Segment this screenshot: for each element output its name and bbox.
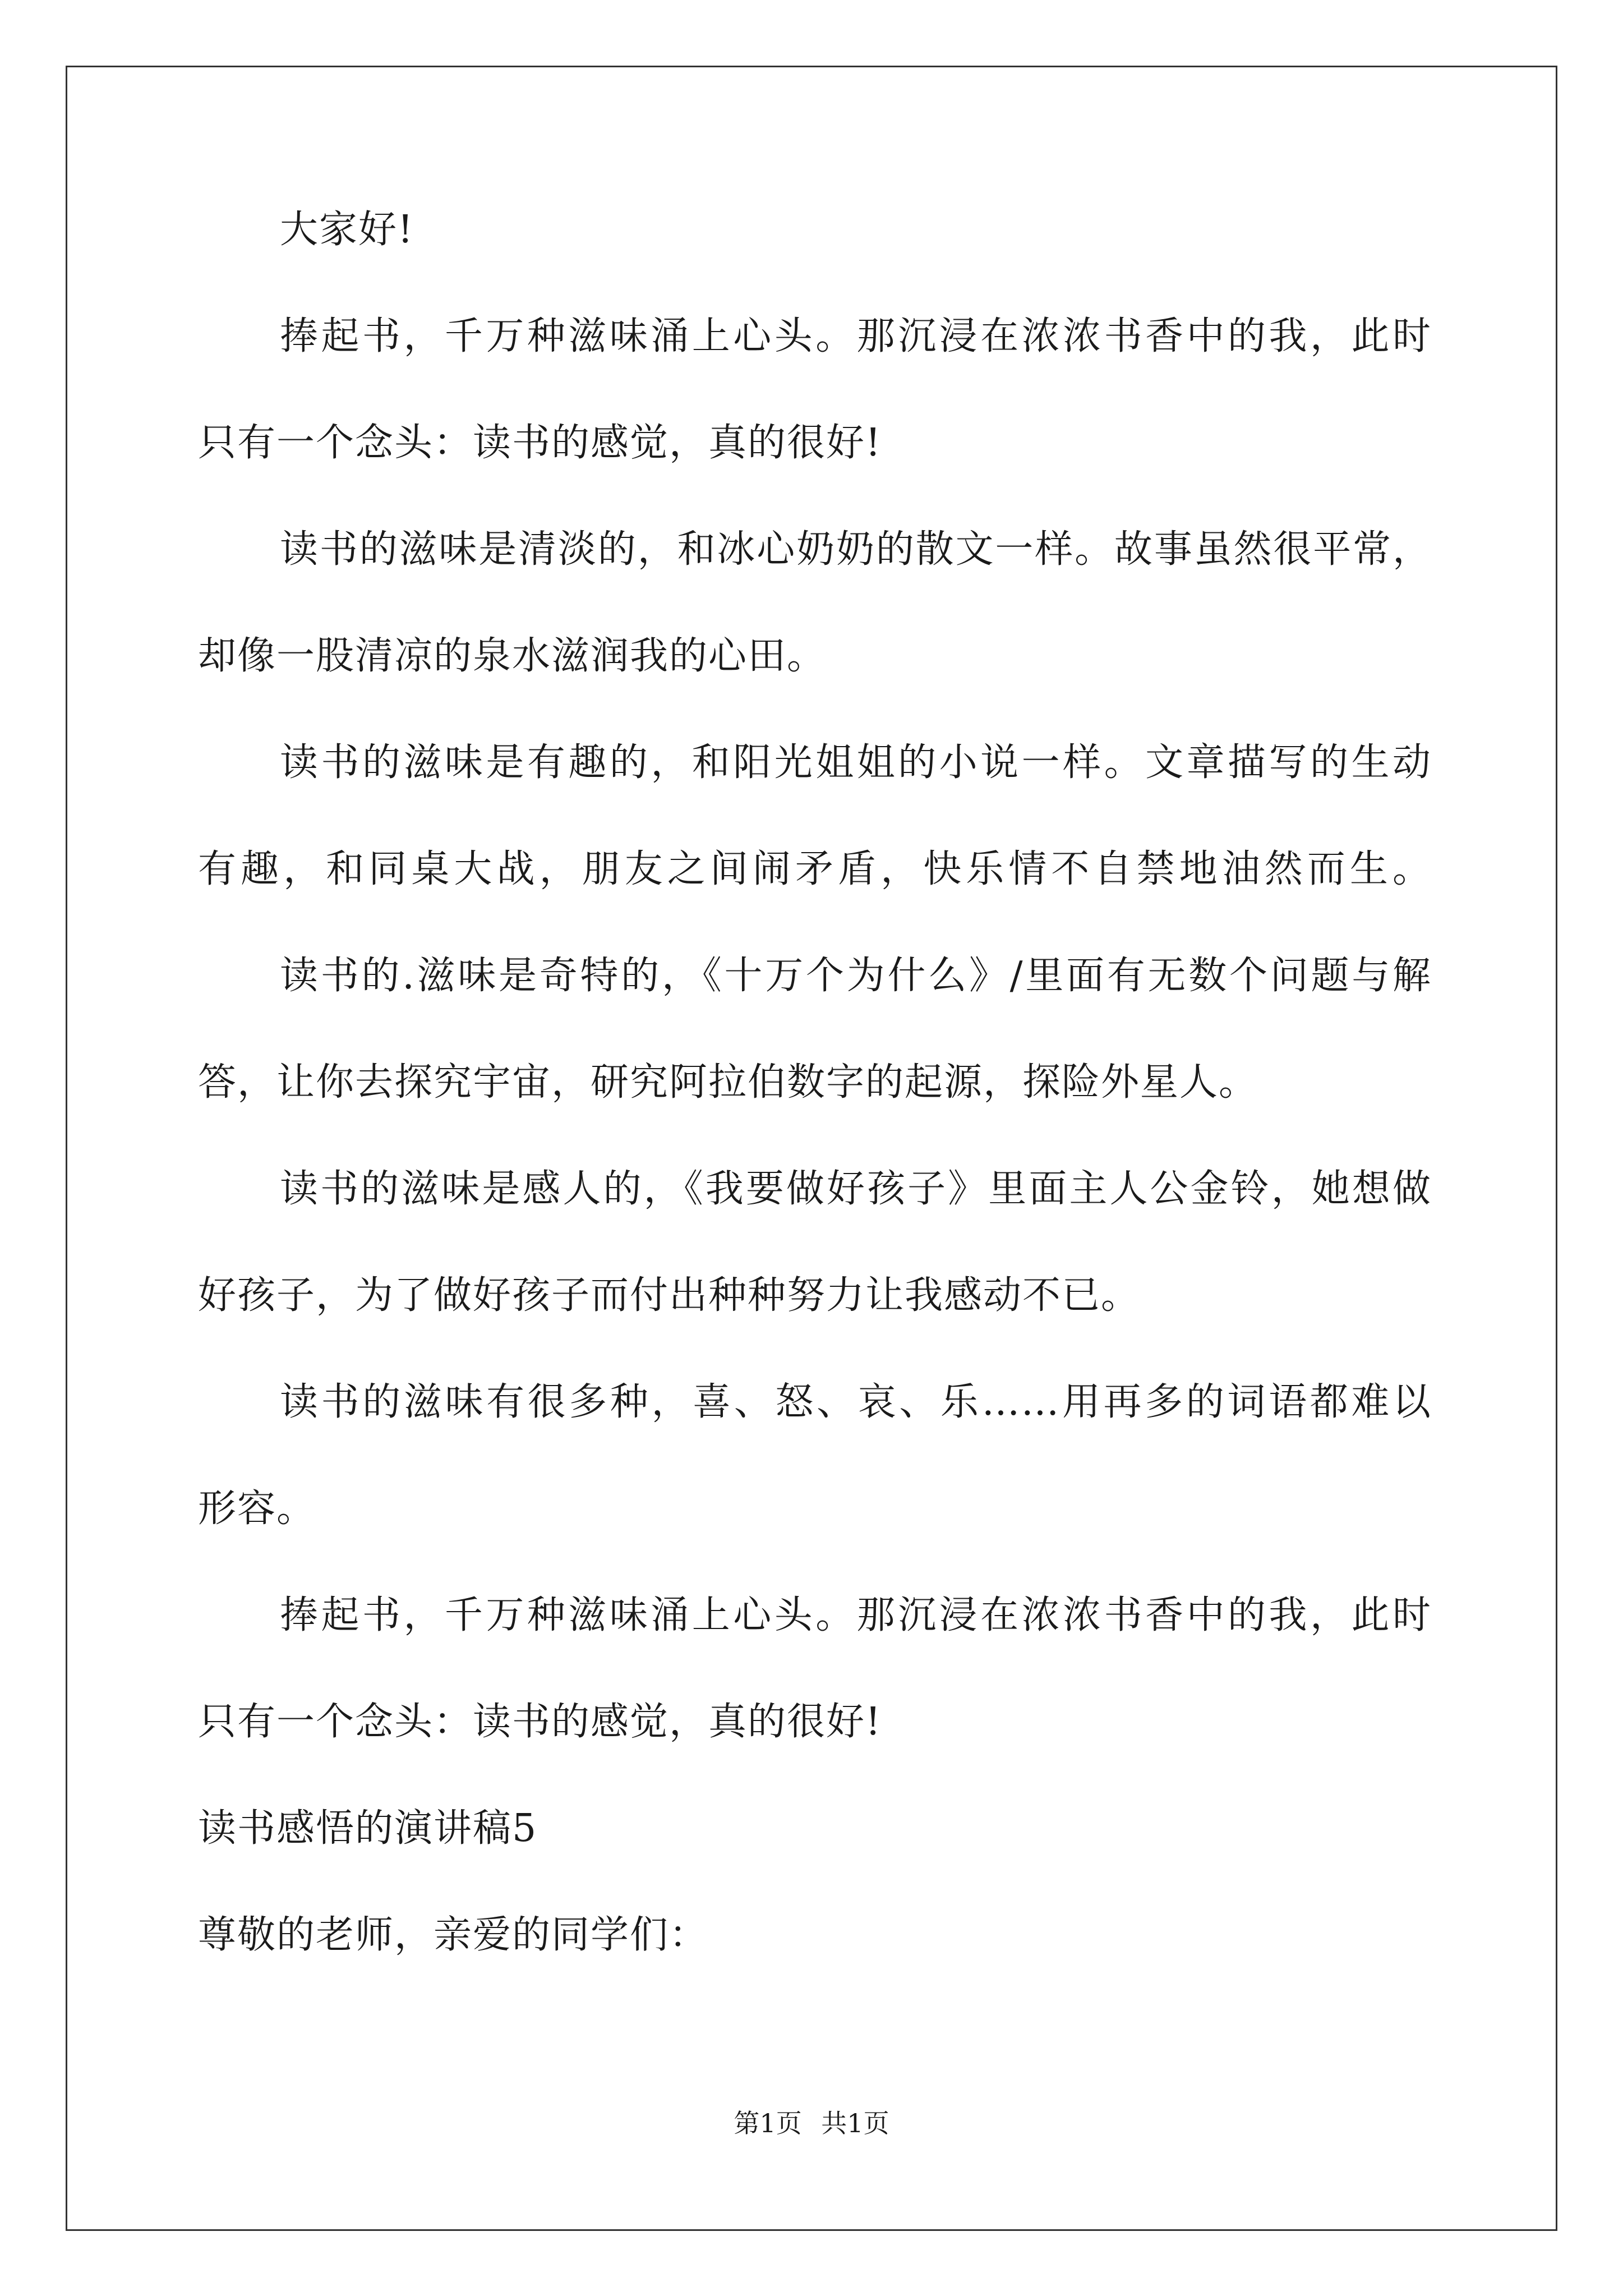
greeting-line: 大家好! — [280, 208, 414, 252]
paragraph-6-line-1: 读书的滋味有很多种，喜、怒、哀、乐……用再多的词语都难以 — [280, 1380, 1432, 1424]
paragraph-3-line-1: 读书的滋味是有趣的，和阳光姐姐的小说一样。文章描写的生动 — [280, 740, 1432, 785]
paragraph-7-line-2: 只有一个念头：读书的感觉，真的很好! — [198, 1700, 882, 1744]
paragraph-7-line-1: 捧起书，千万种滋味涌上心头。那沉浸在浓浓书香中的我，此时 — [280, 1593, 1432, 1637]
paragraph-6-line-2: 形容。 — [198, 1487, 316, 1531]
paragraph-1-line-2: 只有一个念头：读书的感觉，真的很好! — [198, 421, 882, 465]
paragraph-5-line-1: 读书的滋味是感人的，《我要做好孩子》里面主人公金铃，她想做 — [280, 1167, 1432, 1211]
paragraph-4-line-2: 答，让你去探究宇宙，研究阿拉伯数字的起源，探险外星人。 — [198, 1060, 1258, 1105]
section-heading: 读书感悟的演讲稿5 — [198, 1806, 538, 1851]
paragraph-5-line-2: 好孩子，为了做好孩子而付出种种努力让我感动不已。 — [198, 1273, 1141, 1318]
paragraph-2-line-1: 读书的滋味是清淡的，和冰心奶奶的散文一样。故事虽然很平常， — [280, 527, 1432, 572]
paragraph-4-line-1: 读书的.滋味是奇特的，《十万个为什么》/里面有无数个问题与解 — [280, 954, 1432, 998]
page-frame — [66, 66, 1557, 2231]
paragraph-3-line-2: 有趣，和同桌大战，朋友之间闹矛盾，快乐情不自禁地油然而生。 — [198, 847, 1432, 891]
salutation-line: 尊敬的老师，亲爱的同学们： — [198, 1913, 709, 1957]
page-number-footer: 第1页 共1页 — [734, 2108, 889, 2138]
paragraph-2-line-2: 却像一股清凉的泉水滋润我的心田。 — [198, 634, 827, 678]
paragraph-1-line-1: 捧起书，千万种滋味涌上心头。那沉浸在浓浓书香中的我，此时 — [280, 314, 1432, 358]
